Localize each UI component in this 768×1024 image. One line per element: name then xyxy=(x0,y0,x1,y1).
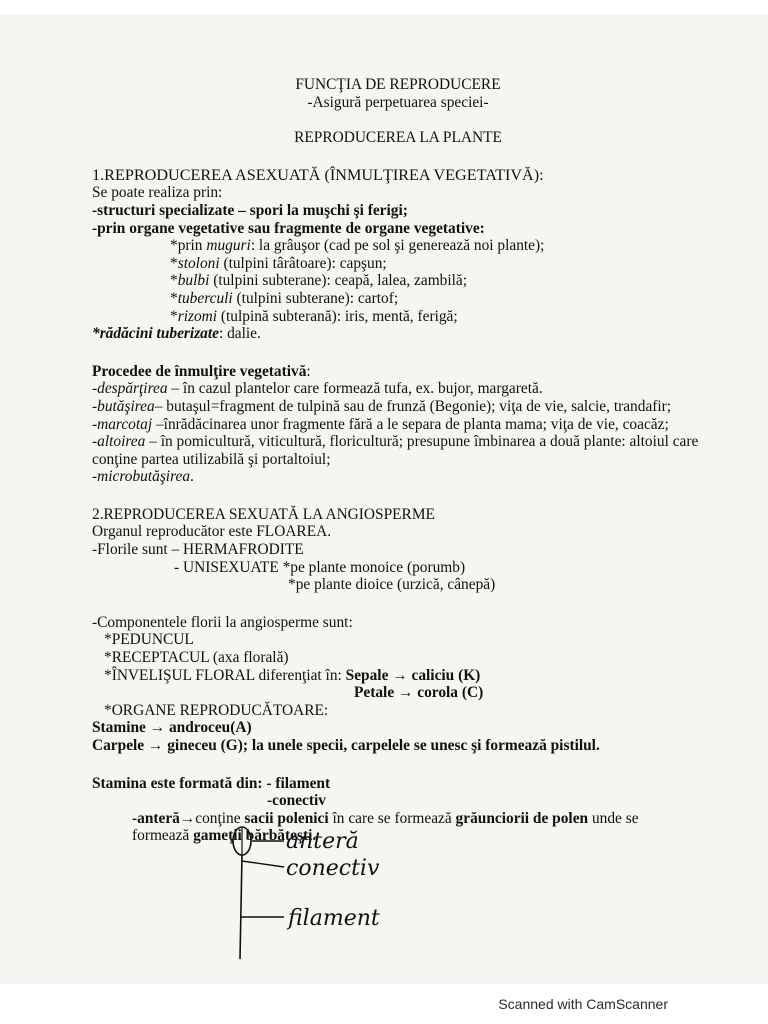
page-subtitle: -Asigură perpetuarea speciei- xyxy=(307,93,489,111)
list-item: -microbutăşirea. xyxy=(92,468,194,486)
list-item: *rizomi (tulpină subterană): iris, mentă, ferigă; xyxy=(170,307,458,325)
list-item: -despărţirea – în cazul plantelor care formează tufa, ex. bujor, margaretă. xyxy=(92,380,543,398)
section-title: REPRODUCEREA LA PLANTE xyxy=(294,129,502,147)
asexual-heading: 1.REPRODUCEREA ASEXUATĂ (ÎNMULŢIREA VEGETATIVĂ): xyxy=(92,165,544,184)
list-item: -altoirea – în pomicultură, viticultură, floricultură; presupune îmbinarea a două plante: altoiul care conţine partea utilizabilă şi portaltoiul; xyxy=(92,433,699,468)
label-antera: anteră xyxy=(286,829,359,854)
label-filament: filament xyxy=(288,906,380,931)
component-item: Stamine → androceu(A) xyxy=(92,719,252,737)
flowers-line: -Florile sunt – HERMAFRODITE xyxy=(92,541,304,559)
list-item: -marcotaj –înrădăcinarea unor fragmente fără a le separa de planta mama; viţa de vie, coacăz; xyxy=(92,415,669,433)
sexual-organ: Organul reproducător este FLOAREA. xyxy=(92,523,332,541)
list-item: *prin muguri: la grâuşor (cad pe sol şi generează noi plante); xyxy=(170,237,545,255)
stamen-line: Stamina este formată din: - filament xyxy=(92,774,331,792)
scanned-page xyxy=(0,14,768,984)
page-title: FUNCŢIA DE REPRODUCERE xyxy=(295,76,501,93)
procedures-heading: Procedee de înmulţire vegetativă: xyxy=(92,362,311,380)
component-item: *RECEPTACUL (axa florală) xyxy=(104,649,289,667)
pointer-conectiv xyxy=(242,861,284,867)
component-item: Carpele → gineceu (G); la unele specii, carpelele se unesc şi formează pistilul. xyxy=(92,737,600,754)
list-item: *rădăcini tuberizate: dalie. xyxy=(92,325,261,343)
component-item: *ÎNVELIŞUL FLORAL diferenţiat în: Sepale → caliciu (K) xyxy=(104,666,481,684)
stamen-line: -conectiv xyxy=(267,792,326,810)
component-item: Petale → corola (C) xyxy=(354,684,484,702)
stamen-line: -anteră→conţine sacii polenici în care se formează grăunciorii de polen unde se xyxy=(132,809,639,827)
document-body xyxy=(92,76,704,845)
label-conectiv: conectiv xyxy=(286,856,380,881)
stamen-sketch xyxy=(222,819,422,979)
stamen-line: formează gameţii bărbăteşti. xyxy=(132,827,317,845)
component-item: *ORGANE REPRODUCĂTOARE: xyxy=(104,701,329,719)
component-item: *PEDUNCUL xyxy=(104,631,194,649)
flowers-line: *pe plante dioice (urzică, cânepă) xyxy=(288,576,496,594)
flowers-line: - UNISEXUATE *pe plante monoice (porumb) xyxy=(174,558,466,576)
sexual-heading: 2.REPRODUCEREA SEXUATĂ LA ANGIOSPERME xyxy=(92,505,435,523)
components-heading: -Componentele florii la angiosperme sunt: xyxy=(92,613,353,631)
asexual-intro: Se poate realiza prin: xyxy=(92,184,223,202)
list-item: *stoloni (tulpini târâtoare): capşun; xyxy=(170,254,387,272)
list-item: *bulbi (tulpini subterane): ceapă, lalea, zambilă; xyxy=(170,272,468,290)
asexual-organs: -prin organe vegetative sau fragmente de organe vegetative: xyxy=(92,219,485,237)
list-item: -butăşirea– butaşul=fragment de tulpină sau de frunză (Begonie); viţa de vie, salcie, trandafir; xyxy=(92,397,672,415)
list-item: *tuberculi (tulpini subterane): cartof; xyxy=(170,289,399,307)
scanner-watermark: Scanned with CamScanner xyxy=(498,996,668,1012)
asexual-structures: -structuri specializate – spori la muşchi şi ferigi; xyxy=(92,201,408,219)
filament-line xyxy=(240,855,242,959)
